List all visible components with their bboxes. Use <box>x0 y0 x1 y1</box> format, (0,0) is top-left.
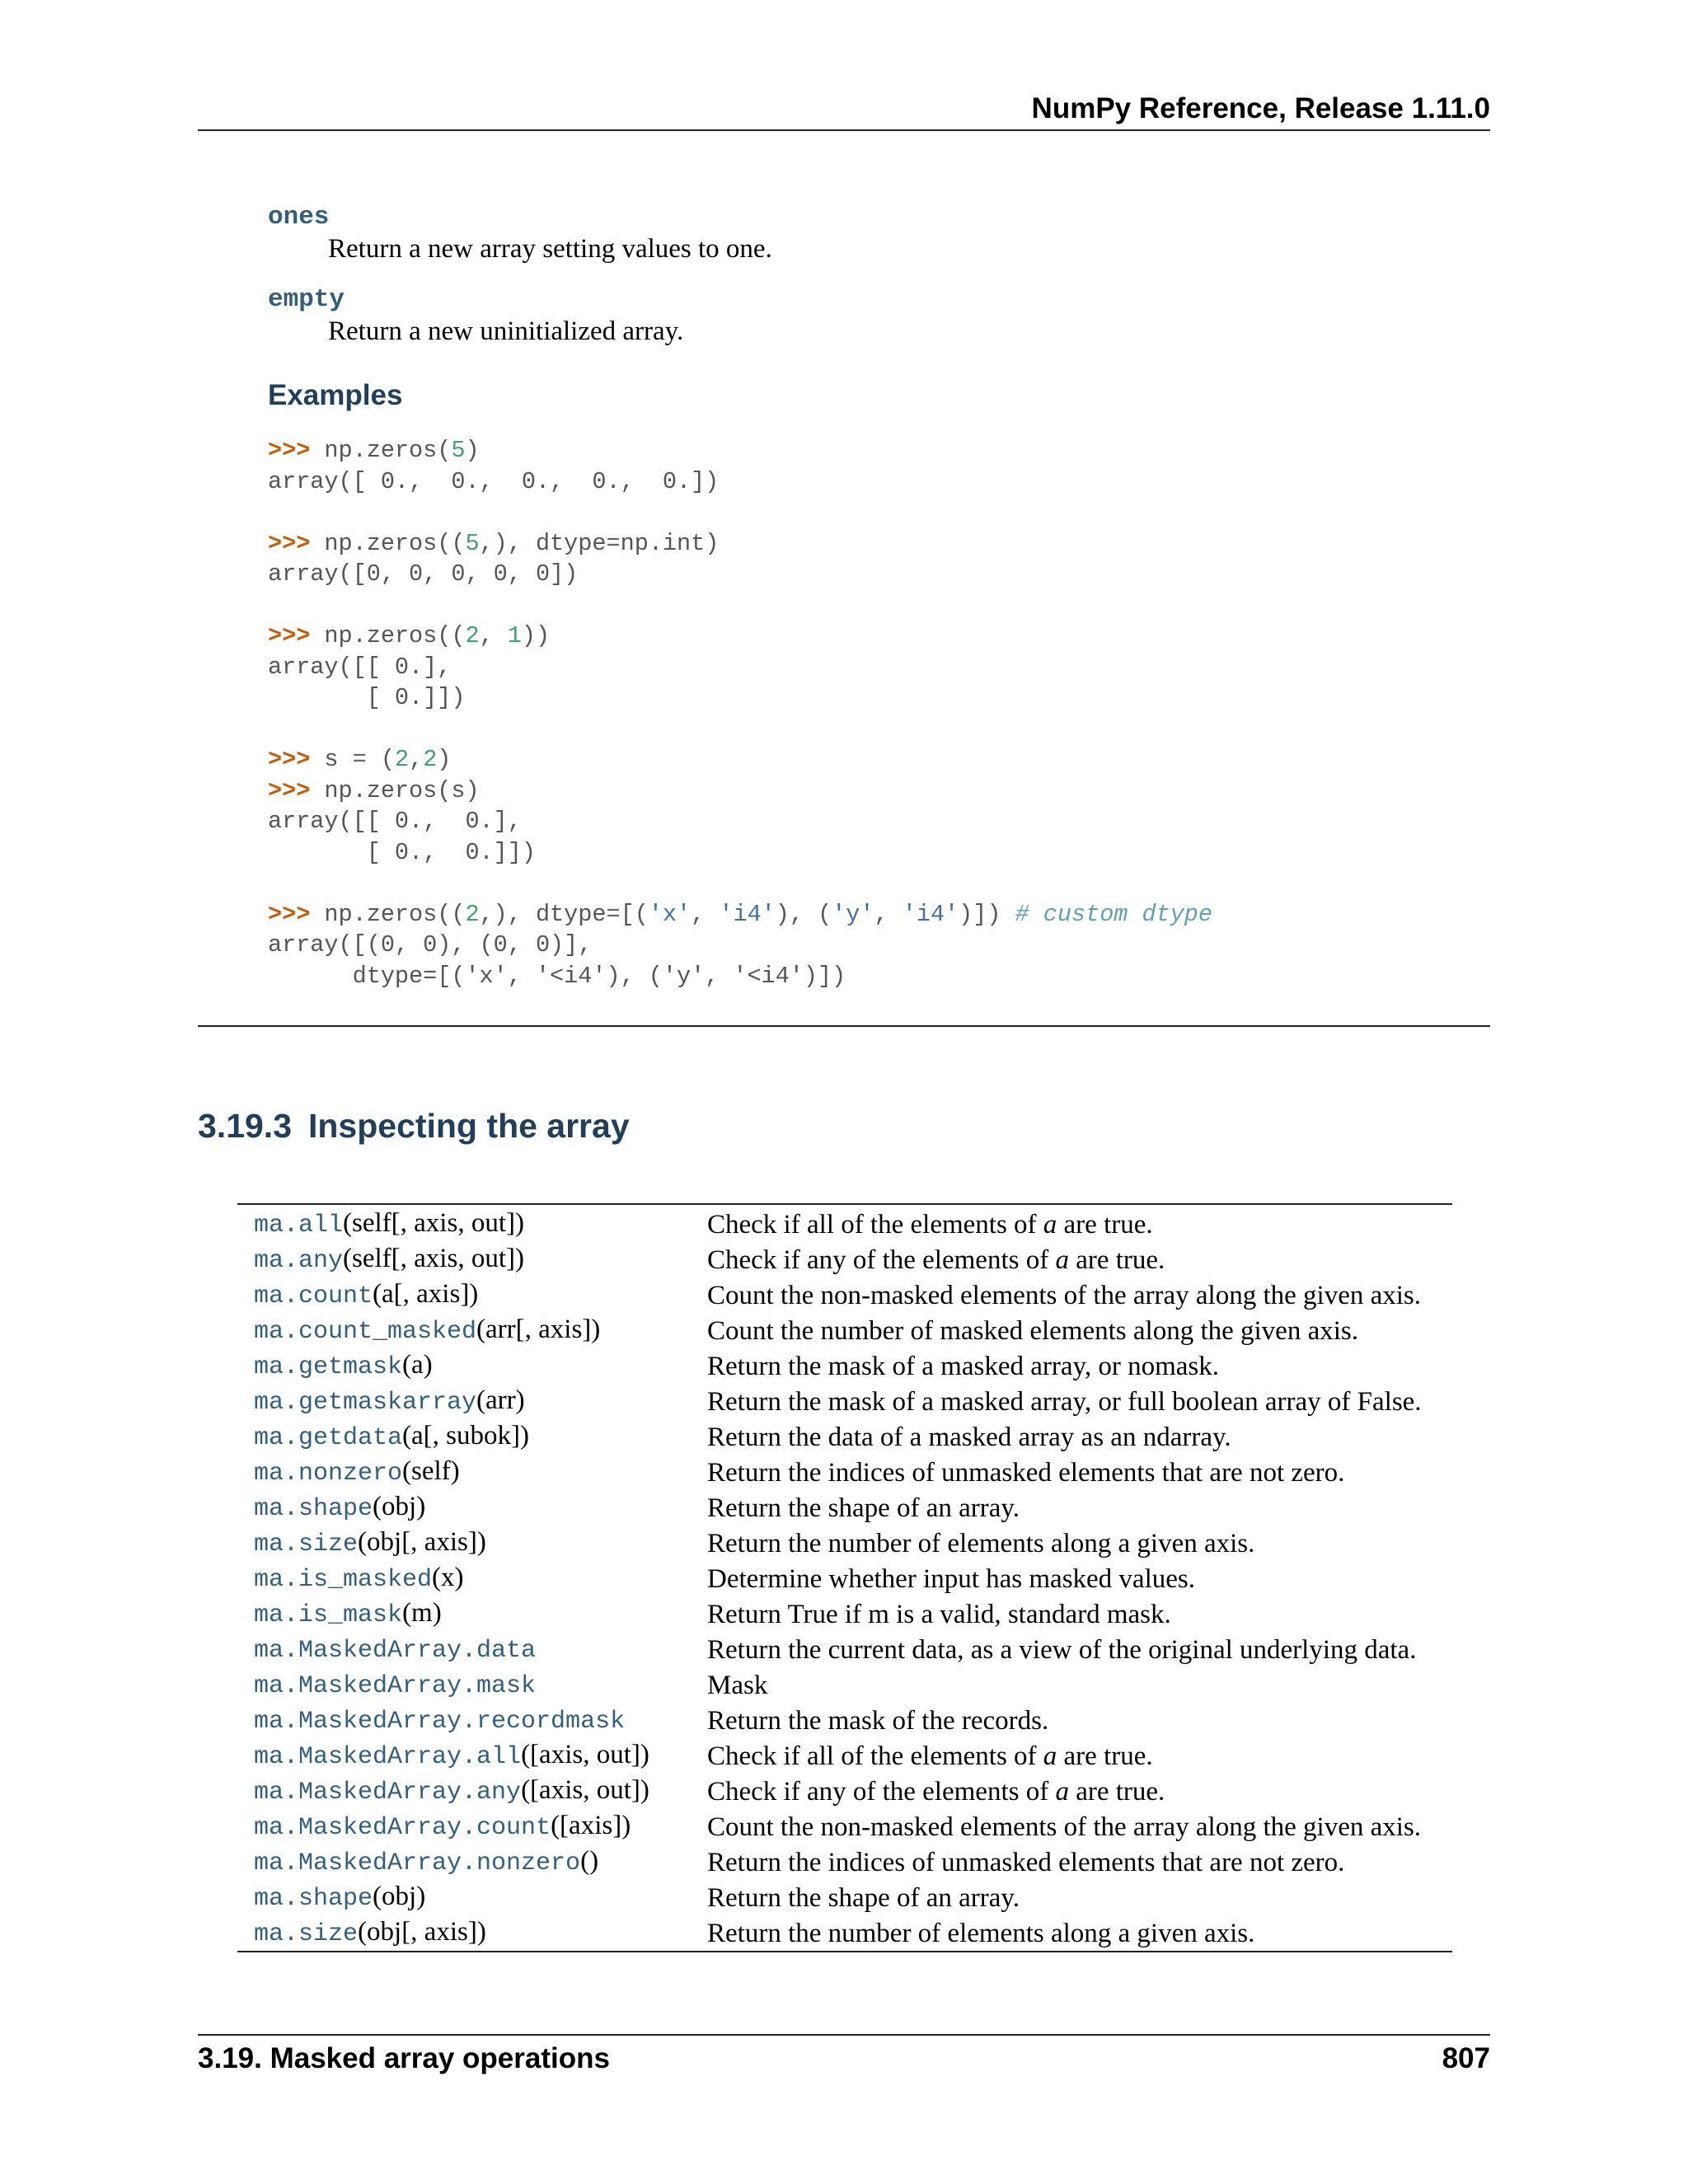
api-args: ([axis, out]) <box>521 1740 649 1769</box>
table-row <box>237 1596 1452 1632</box>
section-title: Inspecting the array <box>308 1107 630 1145</box>
table-row <box>237 1490 1452 1526</box>
code-token: ) <box>437 746 452 773</box>
api-signature-cell <box>237 1596 691 1632</box>
table-row <box>237 1915 1452 1952</box>
code-token: array([[ 0.], <box>268 653 452 681</box>
api-description-cell <box>691 1277 1452 1313</box>
code-token: , <box>874 900 903 928</box>
api-description-text: are true. <box>1057 1741 1153 1771</box>
code-blank-line <box>268 590 1212 621</box>
code-token: ,), dtype <box>479 900 607 928</box>
api-signature-cell <box>237 1809 691 1844</box>
api-description-cell <box>691 1490 1452 1526</box>
api-description-emphasis: a <box>1055 1776 1069 1807</box>
table-row <box>237 1880 1452 1915</box>
api-signature-cell <box>237 1774 691 1809</box>
api-function-link[interactable]: ma.getmask <box>254 1353 403 1381</box>
api-description-cell <box>691 1774 1452 1809</box>
api-description-cell <box>691 1419 1452 1455</box>
code-token-prompt: >>> <box>268 900 325 928</box>
api-description-text: Return the current data, as a view of the original underlying data. <box>707 1634 1417 1665</box>
api-function-link[interactable]: ma.MaskedArray.data <box>254 1637 537 1665</box>
code-token-num: 5 <box>451 437 466 464</box>
api-description-text: are true. <box>1057 1209 1153 1240</box>
api-signature-cell <box>237 1738 691 1774</box>
api-description-cell <box>691 1455 1452 1490</box>
table-row <box>237 1632 1452 1667</box>
see-also-desc-empty: Return a new uninitialized array. <box>328 316 684 346</box>
code-line <box>268 559 1212 590</box>
api-description-emphasis: a <box>1043 1209 1057 1240</box>
api-function-link[interactable]: ma.shape <box>254 1885 373 1913</box>
code-token: array([(0, 0), (0, 0)], <box>268 931 593 958</box>
section-divider <box>198 1025 1490 1027</box>
table-row <box>237 1384 1452 1419</box>
api-description-text: are true. <box>1068 1244 1165 1275</box>
code-token: np.zeros(( <box>324 622 466 649</box>
api-description-text: are true. <box>1068 1776 1165 1807</box>
api-args: (obj[, axis]) <box>358 1527 486 1557</box>
api-args: (arr[, axis]) <box>476 1315 601 1344</box>
code-token-str: 'x' <box>648 900 692 928</box>
code-token-prompt: >>> <box>268 776 325 804</box>
code-token-str: 'i4' <box>902 900 959 928</box>
api-signature-cell <box>237 1667 691 1703</box>
code-token-prompt: >>> <box>268 437 325 464</box>
api-signature-cell <box>237 1703 691 1738</box>
code-blank-line <box>268 714 1212 745</box>
api-function-link[interactable]: ma.MaskedArray.nonzero <box>254 1849 581 1877</box>
api-description-cell <box>691 1348 1452 1384</box>
code-token: np.zeros(s) <box>324 776 480 804</box>
api-signature-cell <box>237 1915 691 1952</box>
api-args: (obj) <box>373 1492 426 1521</box>
api-function-link[interactable]: ma.MaskedArray.recordmask <box>254 1708 626 1736</box>
api-function-link[interactable]: ma.any <box>254 1247 344 1275</box>
code-token-num: 2 <box>465 622 480 649</box>
api-args: (self[, axis, out]) <box>343 1208 524 1238</box>
running-header: NumPy Reference, Release 1.11.0 <box>1031 92 1490 124</box>
api-signature-cell <box>237 1384 691 1419</box>
see-also-link-ones[interactable]: ones <box>268 203 330 232</box>
code-line <box>268 837 1212 869</box>
table-row <box>237 1242 1452 1277</box>
api-args: (m) <box>402 1598 442 1628</box>
api-signature-cell <box>237 1490 691 1526</box>
table-row <box>237 1455 1452 1490</box>
api-function-link[interactable]: ma.getmaskarray <box>254 1389 477 1417</box>
examples-heading: Examples <box>268 379 403 411</box>
api-signature-cell <box>237 1455 691 1490</box>
code-blank-line <box>268 868 1212 899</box>
code-token: ( <box>366 746 395 773</box>
code-token: , <box>479 622 508 649</box>
api-args: (arr) <box>476 1385 525 1415</box>
api-function-link[interactable]: ma.is_masked <box>254 1566 433 1594</box>
api-function-link[interactable]: ma.MaskedArray.mask <box>254 1672 537 1700</box>
footer-rule <box>198 2034 1490 2036</box>
api-description-text: Check if all of the elements of <box>707 1209 1043 1240</box>
api-signature-cell <box>237 1632 691 1667</box>
code-token: [( <box>620 900 649 928</box>
api-description-text: Check if any of the elements of <box>707 1776 1056 1807</box>
code-token-num: 2 <box>465 900 480 928</box>
api-function-link[interactable]: ma.nonzero <box>254 1460 403 1488</box>
code-token-num: 5 <box>465 529 480 557</box>
api-description-cell <box>691 1384 1452 1419</box>
api-description-cell <box>691 1844 1452 1880</box>
api-function-link[interactable]: ma.is_mask <box>254 1601 403 1629</box>
code-line <box>268 652 1212 683</box>
code-line <box>268 682 1212 714</box>
code-token-num: 2 <box>423 746 438 773</box>
api-args: (self) <box>402 1456 460 1486</box>
see-also-link-empty[interactable]: empty <box>268 285 345 314</box>
code-token: np.zeros(( <box>324 900 466 928</box>
code-token: [ 0.]]) <box>268 684 466 711</box>
api-description-cell <box>691 1632 1452 1667</box>
footer-section: 3.19. Masked array operations <box>198 2042 610 2074</box>
api-function-link[interactable]: ma.MaskedArray.count <box>254 1814 551 1842</box>
api-description-cell <box>691 1703 1452 1738</box>
code-token-prompt: >>> <box>268 746 325 773</box>
api-signature-cell <box>237 1348 691 1384</box>
table-row <box>237 1667 1452 1703</box>
code-line <box>268 435 1212 466</box>
table-row <box>237 1561 1452 1596</box>
code-token: array([[ 0., 0.], <box>268 808 522 835</box>
table-row <box>237 1204 1452 1242</box>
api-signature-cell <box>237 1204 691 1242</box>
page-number: 807 <box>1442 2042 1490 2074</box>
code-line <box>268 621 1212 652</box>
code-line <box>268 528 1212 560</box>
table-row <box>237 1313 1452 1348</box>
api-description-text: Count the non-masked elements of the array along the given axis. <box>707 1280 1422 1310</box>
code-token-prompt: >>> <box>268 622 325 649</box>
header-rule <box>198 129 1490 131</box>
code-token: array([0, 0, 0, 0, 0]) <box>268 560 579 588</box>
table-row <box>237 1844 1452 1880</box>
code-line <box>268 744 1212 776</box>
api-description-text: Mask <box>707 1670 768 1700</box>
table-row <box>237 1809 1452 1844</box>
api-function-link[interactable]: ma.all <box>254 1212 344 1240</box>
code-token: array([ 0., 0., 0., 0., 0.]) <box>268 467 720 495</box>
api-function-link[interactable]: ma.count_masked <box>254 1318 477 1346</box>
code-token-str: 'y' <box>832 900 874 928</box>
api-description-cell <box>691 1204 1452 1242</box>
code-example-block <box>268 435 1212 991</box>
table-row <box>237 1277 1452 1313</box>
api-description-text: Return the number of elements along a given axis. <box>707 1918 1255 1948</box>
code-token-num: 2 <box>394 746 410 773</box>
api-description-text: Check if any of the elements of <box>707 1244 1056 1275</box>
code-token-num: 1 <box>507 622 522 649</box>
code-token-prompt: >>> <box>268 529 325 557</box>
api-description-text: Return the number of elements along a given axis. <box>707 1528 1255 1558</box>
api-args: (a[, axis]) <box>373 1279 479 1309</box>
api-description-cell <box>691 1242 1452 1277</box>
api-args: (a) <box>402 1350 433 1380</box>
code-line <box>268 776 1212 807</box>
see-also-desc-ones: Return a new array setting values to one. <box>328 234 772 264</box>
code-token: )) <box>521 622 551 649</box>
code-token: np.zeros( <box>324 437 452 464</box>
api-signature-cell <box>237 1242 691 1277</box>
api-description-cell <box>691 1667 1452 1703</box>
api-description-text: Count the non-masked elements of the array along the given axis. <box>707 1811 1422 1842</box>
table-row <box>237 1419 1452 1455</box>
api-description-cell <box>691 1561 1452 1596</box>
api-args: (x) <box>432 1563 464 1592</box>
code-line <box>268 899 1212 930</box>
code-token: np.int) <box>620 529 720 557</box>
api-signature-cell <box>237 1526 691 1561</box>
api-signature-cell <box>237 1844 691 1880</box>
api-description-text: Check if all of the elements of <box>707 1741 1043 1771</box>
table-row <box>237 1774 1452 1809</box>
api-function-link[interactable]: ma.getdata <box>254 1424 403 1452</box>
code-token-op: = <box>606 900 621 928</box>
code-line <box>268 961 1212 992</box>
api-args: ([axis, out]) <box>521 1775 649 1805</box>
api-signature-cell <box>237 1419 691 1455</box>
api-description-text: Return the data of a masked array as an ndarray. <box>707 1422 1231 1452</box>
code-blank-line <box>268 497 1212 528</box>
api-description-text: Return the mask of a masked array, or full boolean array of False. <box>707 1386 1422 1417</box>
api-description-cell <box>691 1313 1452 1348</box>
api-description-text: Return the mask of the records. <box>707 1705 1049 1736</box>
table-row <box>237 1703 1452 1738</box>
api-signature-cell <box>237 1277 691 1313</box>
api-args: ([axis]) <box>551 1811 631 1840</box>
code-token: dtype=[('x', '<i4'), ('y', '<i4')]) <box>268 962 846 990</box>
api-signature-cell <box>237 1880 691 1915</box>
code-line <box>268 466 1212 498</box>
api-function-link[interactable]: ma.size <box>254 1920 359 1948</box>
table-row <box>237 1738 1452 1774</box>
api-description-cell <box>691 1738 1452 1774</box>
api-description-text: Return the shape of an array. <box>707 1882 1020 1913</box>
code-token: )]) <box>959 900 1015 928</box>
code-token: ), ( <box>775 900 832 928</box>
api-description-text: Count the number of masked elements along the given axis. <box>707 1315 1358 1346</box>
api-args: (obj) <box>373 1882 426 1911</box>
api-function-link[interactable]: ma.MaskedArray.any <box>254 1779 522 1807</box>
api-args: () <box>580 1846 599 1876</box>
api-description-text: Return the mask of a masked array, or nomask. <box>707 1351 1220 1381</box>
api-description-emphasis: a <box>1055 1244 1069 1275</box>
code-token: , <box>409 746 424 773</box>
code-token-str: 'i4' <box>719 900 776 928</box>
table-row <box>237 1348 1452 1384</box>
api-description-cell <box>691 1526 1452 1561</box>
code-token-op: = <box>352 746 367 773</box>
code-token: np.zeros(( <box>324 529 466 557</box>
api-function-link[interactable]: ma.shape <box>254 1495 373 1523</box>
api-function-link[interactable]: ma.count <box>254 1282 373 1310</box>
api-description-text: Return the shape of an array. <box>707 1493 1020 1523</box>
section-number: 3.19.3 <box>198 1107 292 1145</box>
api-description-cell <box>691 1809 1452 1844</box>
api-args: (obj[, axis]) <box>358 1917 486 1947</box>
code-token: , <box>691 900 720 928</box>
api-description-cell <box>691 1596 1452 1632</box>
api-summary-table <box>237 1203 1452 1952</box>
code-token: ) <box>465 437 480 464</box>
code-line <box>268 930 1212 961</box>
code-token-op: = <box>606 529 621 557</box>
code-token: ,), dtype <box>479 529 607 557</box>
api-description-text: Determine whether input has masked values. <box>707 1563 1195 1594</box>
code-token-comment: # custom dtype <box>1015 900 1213 928</box>
api-description-cell <box>691 1880 1452 1915</box>
section-heading <box>198 1107 630 1146</box>
code-token: s <box>324 746 353 773</box>
code-line <box>268 806 1212 837</box>
code-token: [ 0., 0.]]) <box>268 838 536 866</box>
api-description-emphasis: a <box>1043 1741 1057 1771</box>
api-args: (a[, subok]) <box>402 1421 529 1451</box>
api-signature-cell <box>237 1313 691 1348</box>
api-description-cell <box>691 1915 1452 1952</box>
api-args: (self[, axis, out]) <box>343 1244 524 1273</box>
api-description-text: Return the indices of unmasked elements that are not zero. <box>707 1847 1345 1877</box>
api-signature-cell <box>237 1561 691 1596</box>
api-description-text: Return True if m is a valid, standard mask. <box>707 1599 1171 1629</box>
api-function-link[interactable]: ma.size <box>254 1530 359 1558</box>
table-row <box>237 1526 1452 1561</box>
api-function-link[interactable]: ma.MaskedArray.all <box>254 1743 522 1771</box>
api-description-text: Return the indices of unmasked elements that are not zero. <box>707 1457 1345 1488</box>
